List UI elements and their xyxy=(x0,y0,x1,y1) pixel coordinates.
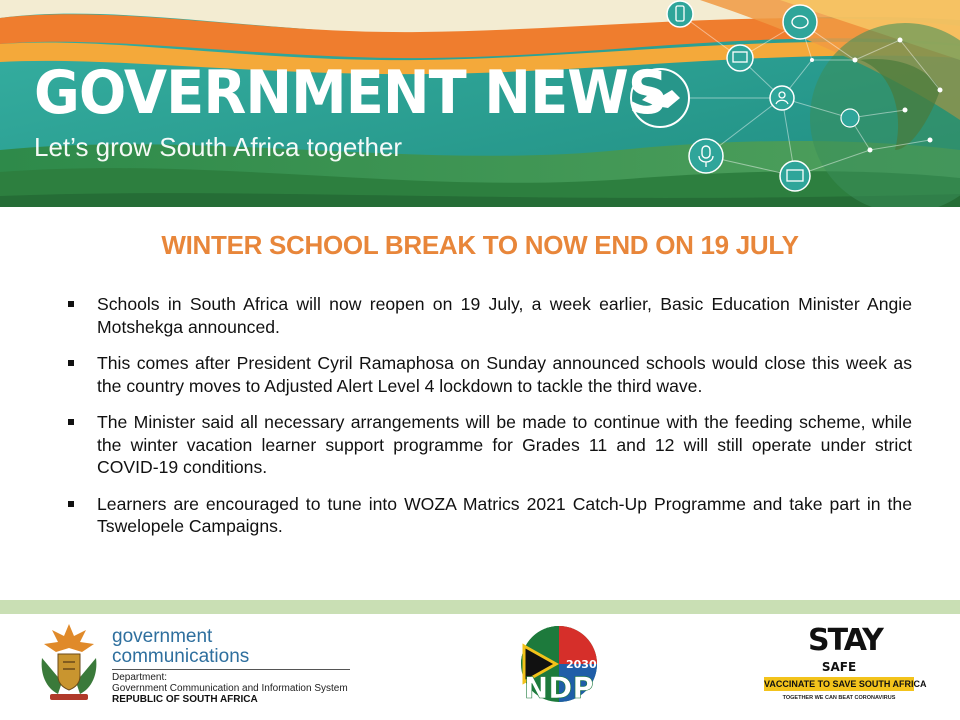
bullet-item xyxy=(64,411,912,479)
phone-icon xyxy=(667,1,693,27)
gcis-department-label: Department: xyxy=(112,672,168,683)
banner-tagline: Let’s grow South Africa together xyxy=(34,132,403,162)
document-icon xyxy=(841,109,859,127)
tv-icon xyxy=(780,161,810,191)
bullet-square-icon xyxy=(68,419,74,425)
banner xyxy=(0,0,960,207)
bullet-text: This comes after President Cyril Ramaphosa on Sunday announced schools would close this week as the country moves to Adjusted Alert Level 4 lockdown to tackle the third wave. xyxy=(97,353,912,396)
person-icon xyxy=(770,86,794,110)
bullet-item xyxy=(64,352,912,397)
chat-bubble-icon xyxy=(783,5,817,39)
bullet-text: The Minister said all necessary arrangements will be made to continue with the feeding scheme, while the winter vacation learner support programme for Grades 11 and 12 will still operate under strict COVID-19 conditions. xyxy=(97,412,912,477)
microphone-icon xyxy=(689,139,723,173)
together-tagline: TOGETHER WE CAN BEAT CORONAVIRUS xyxy=(782,695,896,701)
gcis-name-line2: communications xyxy=(112,646,250,667)
ndp-logo xyxy=(514,624,604,704)
bullet-text: Schools in South Africa will now reopen on 19 July, a week earlier, Basic Education Minister Angie Motshekga announced. xyxy=(97,294,912,337)
banner-title: GOVERNMENT NEWS xyxy=(34,58,668,128)
bullet-square-icon xyxy=(68,360,74,366)
safe-word: SAFE xyxy=(821,660,857,674)
gcis-department-name: Government Communication and Information System xyxy=(112,683,348,694)
bullet-text: Learners are encouraged to tune into WOZA Matrics 2021 Catch-Up Programme and take part in the Tswelopele Campaigns. xyxy=(97,493,912,536)
bullet-item xyxy=(64,493,912,538)
gcis-divider xyxy=(112,669,350,670)
gcis-country: REPUBLIC OF SOUTH AFRICA xyxy=(112,694,258,705)
ndp-year: 2030 xyxy=(566,658,597,671)
stay-safe-logo xyxy=(764,622,927,712)
coat-of-arms-icon xyxy=(36,622,102,704)
vaccinate-banner: VACCINATE TO SAVE SOUTH AFRICA xyxy=(764,679,927,689)
headline: WINTER SCHOOL BREAK TO NOW END ON 19 JULY xyxy=(161,230,799,260)
footer-divider xyxy=(0,600,960,614)
monitor-icon xyxy=(727,45,753,71)
bullet-item xyxy=(64,293,912,338)
bullet-list xyxy=(64,293,912,552)
gcis-name-line1: government xyxy=(112,626,213,647)
stay-word: STAY xyxy=(808,623,882,658)
bullet-square-icon xyxy=(68,301,74,307)
ndp-text: NDP xyxy=(524,671,594,704)
bullet-square-icon xyxy=(68,501,74,507)
